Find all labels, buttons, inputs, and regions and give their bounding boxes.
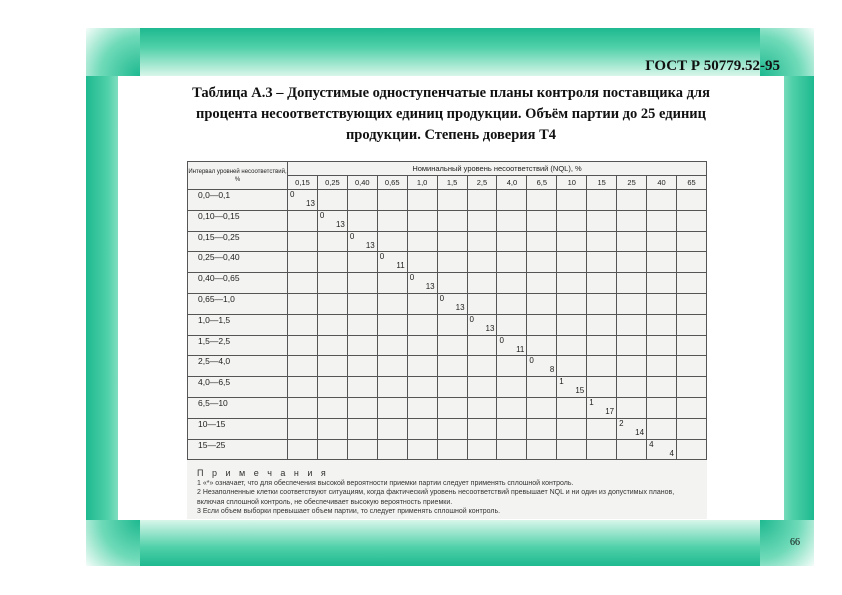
nql-value-header: 40 xyxy=(647,176,677,190)
plan-cell xyxy=(377,314,407,335)
plan-cell xyxy=(647,356,677,377)
frame-corner xyxy=(760,520,814,566)
plan-cell xyxy=(407,418,437,439)
plan-cell xyxy=(437,210,467,231)
plan-cell xyxy=(497,377,527,398)
plan-cell xyxy=(647,418,677,439)
range-cell: 1,5—2,5 xyxy=(188,335,288,356)
plan-cell xyxy=(377,210,407,231)
plan-cell xyxy=(347,377,377,398)
plan-cell xyxy=(288,397,318,418)
scanned-table xyxy=(187,161,707,519)
plan-cell xyxy=(497,273,527,294)
plan-cell xyxy=(467,439,497,460)
sample-size: 13 xyxy=(455,302,465,312)
plan-cell xyxy=(407,356,437,377)
plan-cell xyxy=(617,377,647,398)
table-row xyxy=(188,314,707,335)
acceptance-number: 0 xyxy=(319,210,325,220)
plan-cell xyxy=(377,335,407,356)
plan-cell xyxy=(587,397,617,418)
nql-value-header: 10 xyxy=(557,176,587,190)
plan-cell xyxy=(647,293,677,314)
table-row xyxy=(188,252,707,273)
sample-size: 13 xyxy=(306,199,315,208)
plan-cell xyxy=(557,210,587,231)
plan-cell xyxy=(377,231,407,252)
plan-cell xyxy=(617,418,647,439)
plan-cell xyxy=(288,190,318,211)
plan-cell xyxy=(647,439,677,460)
plan-cell xyxy=(587,190,617,211)
plan-cell xyxy=(647,210,677,231)
plan-cell xyxy=(317,252,347,273)
plan-cell xyxy=(377,418,407,439)
nql-value-header: 0,15 xyxy=(288,176,318,190)
table-row xyxy=(188,273,707,294)
note-item: 2 Незаполненные клетки соответствуют ситуациям, когда фактический уровень несоответствий превышает NQL и ни один из допустимых планов, включая сплошной контроль, не обеспечивает высокую вероятность приемки. xyxy=(197,489,675,506)
nql-value-header: 65 xyxy=(676,176,706,190)
plan-cell xyxy=(587,231,617,252)
notes-title: П р и м е ч а н и я xyxy=(197,468,329,478)
plan-cell xyxy=(647,335,677,356)
plan-cell xyxy=(317,356,347,377)
plan-cell xyxy=(587,252,617,273)
nql-value-header: 2,5 xyxy=(467,176,497,190)
acceptance-number: 1 xyxy=(559,377,564,387)
plan-cell xyxy=(467,273,497,294)
plan-cell xyxy=(497,439,527,460)
plan-cell xyxy=(288,231,318,252)
plan-cell xyxy=(407,252,437,273)
table-row xyxy=(188,190,707,211)
plan-cell xyxy=(497,293,527,314)
plan-cell xyxy=(288,439,318,460)
plan-cell xyxy=(407,377,437,398)
plan-cell xyxy=(347,231,377,252)
plan-cell xyxy=(437,418,467,439)
plan-cell xyxy=(317,231,347,252)
plan-cell xyxy=(617,190,647,211)
sample-size: 14 xyxy=(635,427,645,437)
plan-cell xyxy=(317,190,347,211)
table-row xyxy=(188,210,707,231)
plans-table xyxy=(187,161,707,460)
plan-cell xyxy=(317,418,347,439)
acceptance-number: 0 xyxy=(469,314,474,324)
plan-cell xyxy=(467,377,497,398)
plan-cell xyxy=(527,190,557,211)
plan-cell xyxy=(288,293,318,314)
acceptance-number: 0 xyxy=(409,273,415,283)
acceptance-number: 4 xyxy=(649,439,654,449)
plan-cell xyxy=(676,252,706,273)
plan-cell xyxy=(676,439,706,460)
plan-cell xyxy=(676,231,706,252)
plan-cell xyxy=(288,314,318,335)
plan-cell xyxy=(467,190,497,211)
sample-size: 15 xyxy=(575,386,585,396)
plan-cell xyxy=(347,397,377,418)
nql-value-header: 15 xyxy=(587,176,617,190)
plan-cell xyxy=(437,231,467,252)
nql-value-header: 1,0 xyxy=(407,176,437,190)
plan-cell xyxy=(467,397,497,418)
plan-cell xyxy=(317,377,347,398)
plan-cell xyxy=(407,314,437,335)
plan-cell xyxy=(557,439,587,460)
plan-cell xyxy=(467,293,497,314)
range-cell: 0,0—0,1 xyxy=(188,190,288,211)
table-row xyxy=(188,439,707,460)
acceptance-number: 0 xyxy=(499,335,504,345)
range-cell: 10—15 xyxy=(188,418,288,439)
note-item: 1 «*» означает, что для обеспечения высокой вероятности приемки партии следует применять сплошной контроль. xyxy=(197,479,574,487)
plan-cell xyxy=(437,397,467,418)
plan-cell xyxy=(467,335,497,356)
plan-cell xyxy=(377,273,407,294)
plan-cell xyxy=(527,439,557,460)
table-row xyxy=(188,418,707,439)
range-cell: 0,10—0,15 xyxy=(188,210,288,231)
plan-cell xyxy=(527,377,557,398)
plan-cell xyxy=(617,252,647,273)
plan-cell xyxy=(347,335,377,356)
sample-size: 8 xyxy=(549,365,555,375)
plan-cell xyxy=(617,314,647,335)
plan-cell xyxy=(497,190,527,211)
plan-cell xyxy=(587,314,617,335)
plan-cell xyxy=(437,335,467,356)
plan-cell xyxy=(317,273,347,294)
title-line: Таблица А.3 – Допустимые одноступенчатые планы контроля поставщика для xyxy=(192,85,710,101)
nql-value-header: 0,25 xyxy=(317,176,347,190)
range-cell: 4,0—6,5 xyxy=(188,377,288,398)
plan-cell xyxy=(377,439,407,460)
plan-cell xyxy=(617,210,647,231)
plan-cell xyxy=(617,231,647,252)
plan-cell xyxy=(437,273,467,294)
plan-cell xyxy=(587,356,617,377)
plan-cell xyxy=(527,314,557,335)
plan-cell xyxy=(317,293,347,314)
plan-cell xyxy=(497,231,527,252)
plan-cell xyxy=(557,397,587,418)
plan-cell xyxy=(407,273,437,294)
frame-corner xyxy=(86,520,140,566)
acceptance-number: 0 xyxy=(529,356,534,366)
table-row xyxy=(188,293,707,314)
nql-value-header: 0,65 xyxy=(377,176,407,190)
range-cell: 1,0—1,5 xyxy=(188,314,288,335)
sample-size: 13 xyxy=(485,323,495,333)
plan-cell xyxy=(437,190,467,211)
table-row xyxy=(188,397,707,418)
plan-cell xyxy=(467,231,497,252)
plan-cell xyxy=(407,439,437,460)
plan-cell xyxy=(317,210,347,231)
plan-cell xyxy=(676,273,706,294)
plan-cell xyxy=(527,293,557,314)
plan-cell xyxy=(347,314,377,335)
plan-cell xyxy=(437,314,467,335)
plan-cell xyxy=(557,356,587,377)
plan-cell xyxy=(288,210,318,231)
plan-cell xyxy=(676,314,706,335)
plan-cell xyxy=(587,439,617,460)
plan-cell xyxy=(617,356,647,377)
plan-cell xyxy=(407,293,437,314)
range-cell: 15—25 xyxy=(188,439,288,460)
range-cell: 2,5—4,0 xyxy=(188,356,288,377)
acceptance-number: 2 xyxy=(619,418,624,428)
plan-cell xyxy=(617,397,647,418)
plan-cell xyxy=(557,377,587,398)
nql-value-header: 1,5 xyxy=(437,176,467,190)
plan-cell xyxy=(676,397,706,418)
title-line: процента несоответствующих единиц продукции. Объём партии до 25 единиц xyxy=(195,106,707,122)
plan-cell xyxy=(676,190,706,211)
range-cell: 0,15—0,25 xyxy=(188,231,288,252)
plan-cell xyxy=(437,293,467,314)
plan-cell xyxy=(407,231,437,252)
table-notes xyxy=(187,467,707,519)
plan-cell xyxy=(617,293,647,314)
plan-cell xyxy=(347,273,377,294)
sample-size: 17 xyxy=(605,406,615,416)
table-row xyxy=(188,377,707,398)
title-line: продукции. Степень доверия Т4 xyxy=(345,127,557,143)
plan-cell xyxy=(347,252,377,273)
plan-cell xyxy=(497,210,527,231)
page-title xyxy=(118,83,784,146)
plan-cell xyxy=(497,356,527,377)
sample-size: 13 xyxy=(425,282,435,292)
nql-value-header: 0,40 xyxy=(347,176,377,190)
nql-value-header: 6,5 xyxy=(527,176,557,190)
plan-cell xyxy=(347,190,377,211)
plan-cell xyxy=(347,439,377,460)
plan-cell xyxy=(317,335,347,356)
nql-header: Номинальный уровень несоответствий (NQL), % xyxy=(288,162,707,176)
plan-cell xyxy=(557,335,587,356)
plan-cell xyxy=(377,356,407,377)
acceptance-number: 0 xyxy=(439,293,445,303)
nql-value-header: 25 xyxy=(617,176,647,190)
plan-cell xyxy=(587,210,617,231)
plan-cell xyxy=(557,293,587,314)
plan-cell xyxy=(587,377,617,398)
sample-size: 4 xyxy=(669,448,674,458)
plan-cell xyxy=(676,377,706,398)
plan-cell xyxy=(587,418,617,439)
sample-size: 13 xyxy=(335,219,345,229)
plan-cell xyxy=(288,356,318,377)
plan-cell xyxy=(647,231,677,252)
acceptance-number: 0 xyxy=(379,252,385,262)
plan-cell xyxy=(647,273,677,294)
plan-cell xyxy=(347,210,377,231)
plan-cell xyxy=(288,335,318,356)
plan-cell xyxy=(676,293,706,314)
plan-cell xyxy=(377,397,407,418)
plan-cell xyxy=(377,377,407,398)
table-row xyxy=(188,356,707,377)
plan-cell xyxy=(557,231,587,252)
plan-cell xyxy=(497,252,527,273)
plan-cell xyxy=(347,293,377,314)
plan-cell xyxy=(407,397,437,418)
plan-cell xyxy=(557,190,587,211)
plan-cell xyxy=(676,418,706,439)
note-item: 3 Если объем выборки превышает объем партии, то следует применять сплошной контроль. xyxy=(197,508,501,515)
plan-cell xyxy=(377,190,407,211)
sample-size: 11 xyxy=(516,344,525,354)
plan-cell xyxy=(527,335,557,356)
sample-size: 11 xyxy=(396,261,405,271)
plan-cell xyxy=(676,210,706,231)
plan-cell xyxy=(317,397,347,418)
plan-cell xyxy=(647,397,677,418)
plan-cell xyxy=(557,314,587,335)
plan-cell xyxy=(527,418,557,439)
plan-cell xyxy=(527,231,557,252)
plan-cell xyxy=(647,190,677,211)
plan-cell xyxy=(317,439,347,460)
plan-cell xyxy=(317,314,347,335)
plan-cell xyxy=(467,210,497,231)
plan-cell xyxy=(467,418,497,439)
plan-cell xyxy=(676,356,706,377)
plan-cell xyxy=(497,397,527,418)
plan-cell xyxy=(617,439,647,460)
plan-cell xyxy=(288,273,318,294)
plan-cell xyxy=(587,273,617,294)
plan-cell xyxy=(647,377,677,398)
range-header: Интервал уровней несоответствий, % xyxy=(188,162,288,190)
plan-cell xyxy=(527,210,557,231)
plan-cell xyxy=(347,356,377,377)
page-number: 66 xyxy=(790,537,800,548)
plan-cell xyxy=(437,252,467,273)
plan-cell xyxy=(557,418,587,439)
plan-cell xyxy=(587,335,617,356)
plan-cell xyxy=(617,273,647,294)
range-cell: 0,40—0,65 xyxy=(188,273,288,294)
frame-corner xyxy=(86,28,140,76)
plan-cell xyxy=(288,377,318,398)
plan-cell xyxy=(557,252,587,273)
frame-bottom xyxy=(140,520,760,566)
gost-header: ГОСТ Р 50779.52-95 xyxy=(645,58,780,74)
plan-cell xyxy=(497,418,527,439)
plan-cell xyxy=(527,356,557,377)
nql-value-header: 4,0 xyxy=(497,176,527,190)
plan-cell xyxy=(288,418,318,439)
plan-cell xyxy=(527,252,557,273)
plan-cell xyxy=(467,356,497,377)
range-cell: 6,5—10 xyxy=(188,397,288,418)
plan-cell xyxy=(407,335,437,356)
plan-cell xyxy=(527,397,557,418)
plan-cell xyxy=(437,377,467,398)
plan-cell xyxy=(467,314,497,335)
plan-cell xyxy=(377,293,407,314)
plan-cell xyxy=(288,252,318,273)
table-row xyxy=(188,231,707,252)
range-cell: 0,65—1,0 xyxy=(188,293,288,314)
plan-cell xyxy=(617,335,647,356)
plan-cell xyxy=(647,314,677,335)
plan-cell xyxy=(557,273,587,294)
range-cell: 0,25—0,40 xyxy=(188,252,288,273)
table-row xyxy=(188,335,707,356)
plan-cell xyxy=(527,273,557,294)
acceptance-number: 0 xyxy=(349,231,355,241)
acceptance-number: 0 xyxy=(290,190,295,199)
plan-cell xyxy=(407,190,437,211)
plan-cell xyxy=(437,356,467,377)
plan-cell xyxy=(647,252,677,273)
plan-cell xyxy=(377,252,407,273)
plan-cell xyxy=(676,335,706,356)
acceptance-number: 1 xyxy=(589,397,594,407)
plan-cell xyxy=(437,439,467,460)
plan-cell xyxy=(407,210,437,231)
sample-size: 13 xyxy=(365,240,375,250)
plan-cell xyxy=(467,252,497,273)
plan-cell xyxy=(347,418,377,439)
plan-cell xyxy=(497,335,527,356)
plan-cell xyxy=(587,293,617,314)
plan-cell xyxy=(497,314,527,335)
